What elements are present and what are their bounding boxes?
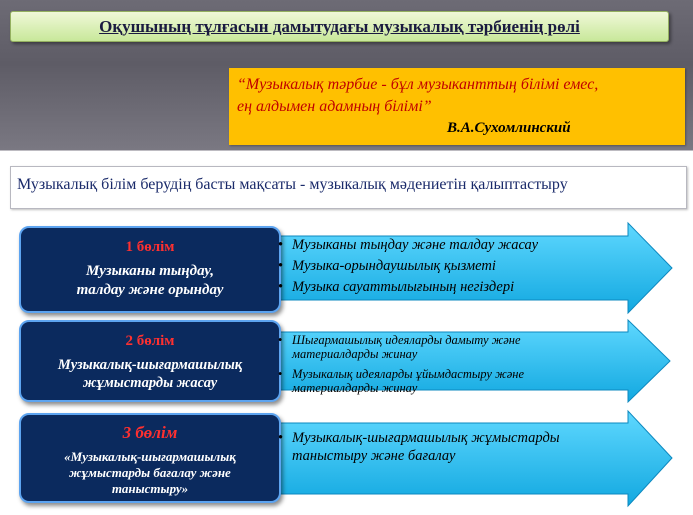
part-1-bullet-2: • Музыка-орындаушылық қызметі bbox=[278, 256, 538, 277]
part-2-box bbox=[19, 320, 281, 402]
quote-line-1: “Музыкалық тәрбие - бұл музыканттың білімі емес, bbox=[237, 76, 599, 93]
quote-author: В.А.Сухомлинский bbox=[447, 120, 571, 136]
part-3-bullet-list bbox=[278, 429, 560, 465]
part-1-box bbox=[19, 226, 281, 313]
part-1-bullet-3: • Музыка сауаттылығының негіздері bbox=[278, 277, 538, 298]
part-1-description: Музыканы тыңдау, талдау және орындау bbox=[76, 263, 224, 298]
part-2-bullet-2: • Музыкалық идеяларды ұйымдастыру және материалдарды жинау bbox=[278, 367, 524, 395]
part-2-number: 2 бөлім bbox=[125, 333, 175, 349]
goal-text: Музыкалық білім берудің басты мақсаты - музыкалық мәдениетін қалыптастыру bbox=[17, 176, 568, 193]
part-2-description: Музыкалық-шығармашылық жұмыстарды жасау bbox=[57, 357, 243, 391]
part-3-bullet-1: • Музыкалық-шығармашылық жұмыстарды таныстыру және бағалау bbox=[278, 429, 560, 465]
part-2-bullet-1: • Шығармашылық идеяларды дамыту және материалдарды жинау bbox=[278, 333, 524, 361]
part-1-bullet-1: • Музыканы тыңдау және талдау жасау bbox=[278, 235, 538, 256]
quote-line-2: ең алдымен адамның білімі” bbox=[237, 98, 432, 115]
part-1-number: 1 бөлім bbox=[125, 239, 175, 255]
part-3-description: «Музыкалық-шығармашылық жұмыстарды бағалау және таныстыру» bbox=[64, 449, 236, 496]
slide-title: Оқушының тұлғасын дамытудағы музыкалық тәрбиенің рөлі bbox=[99, 16, 580, 36]
part-2-bullet-list bbox=[278, 333, 524, 395]
part-3-box bbox=[19, 413, 281, 503]
part-1-bullet-list bbox=[278, 235, 538, 298]
part-3-number: 3 бөлім bbox=[122, 423, 178, 442]
